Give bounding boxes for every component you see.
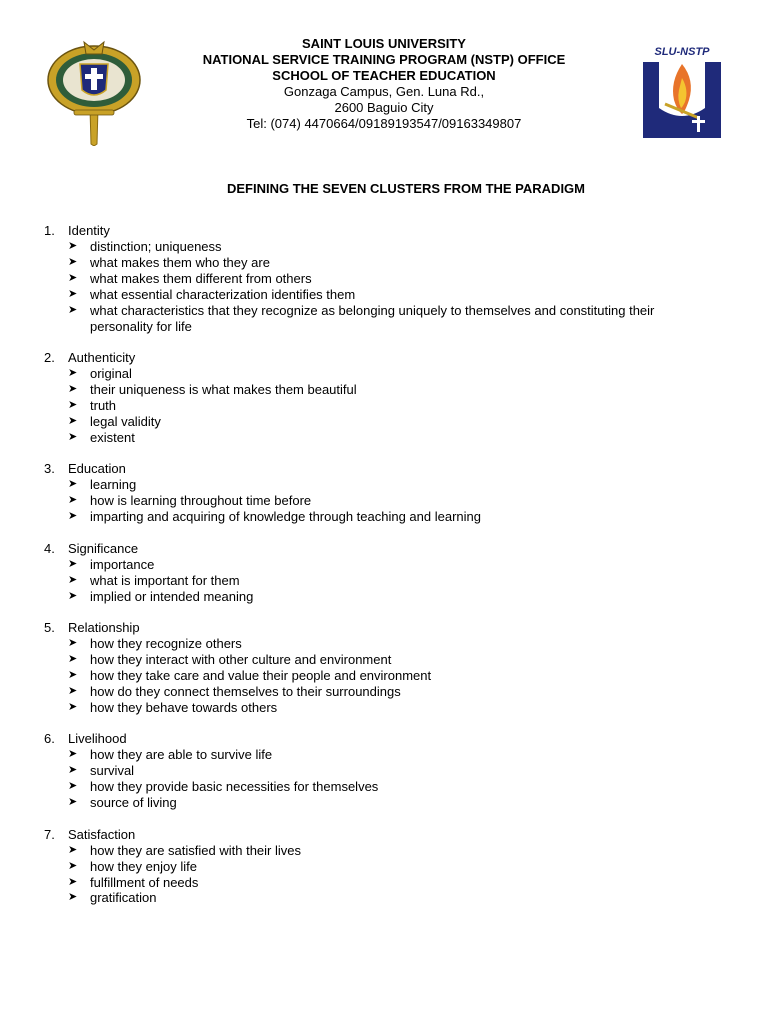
arrow-bullet-icon: ➤ (68, 748, 78, 761)
arrow-bullet-icon: ➤ (68, 764, 78, 777)
cluster-significance (44, 541, 724, 605)
list-item: ➤ fulfillment of needs (44, 875, 724, 891)
list-item: ➤ their uniqueness is what makes them beautiful (44, 382, 724, 398)
list-item: ➤ source of living (44, 795, 724, 811)
list-item: ➤ what is important for them (44, 573, 724, 589)
list-item: ➤ how they are able to survive life (44, 747, 724, 763)
arrow-bullet-icon: ➤ (68, 668, 78, 681)
list-item: ➤ truth (44, 398, 724, 414)
list-item: ➤ how they take care and value their people and environment (44, 668, 724, 684)
list-item: ➤ how they behave towards others (44, 700, 724, 716)
arrow-bullet-icon: ➤ (68, 891, 78, 904)
cluster-authenticity (44, 350, 724, 446)
telephone-numbers: Tel: (074) 4470664/09189193547/09163349807 (246, 116, 522, 131)
arrow-bullet-icon: ➤ (68, 414, 78, 427)
arrow-bullet-icon: ➤ (68, 510, 78, 523)
arrow-bullet-icon: ➤ (68, 796, 78, 809)
list-item: ➤ original (44, 366, 724, 382)
arrow-bullet-icon: ➤ (68, 255, 78, 268)
arrow-bullet-icon: ➤ (68, 653, 78, 666)
cluster-name: Livelihood (68, 731, 127, 747)
arrow-bullet-icon: ➤ (68, 780, 78, 793)
arrow-bullet-icon: ➤ (68, 367, 78, 380)
document-title: DEFINING THE SEVEN CLUSTERS FROM THE PARADIGM (227, 181, 585, 196)
arrow-bullet-icon: ➤ (68, 303, 78, 316)
list-item: ➤ distinction; uniqueness (44, 239, 724, 255)
cluster-number: 1. (44, 223, 55, 238)
arrow-bullet-icon: ➤ (68, 430, 78, 443)
arrow-bullet-icon: ➤ (68, 287, 78, 300)
cluster-number: 6. (44, 731, 55, 747)
clusters-list (44, 223, 724, 922)
arrow-bullet-icon: ➤ (68, 875, 78, 888)
cluster-satisfaction (44, 827, 724, 907)
list-item: ➤ implied or intended meaning (44, 589, 724, 605)
arrow-bullet-icon: ➤ (68, 843, 78, 856)
list-item: ➤ how is learning throughout time before (44, 493, 724, 509)
cluster-livelihood (44, 731, 724, 811)
program-name: NATIONAL SERVICE TRAINING PROGRAM (NSTP) OFFICE (202, 52, 566, 67)
arrow-bullet-icon: ➤ (68, 398, 78, 411)
arrow-bullet-icon: ➤ (68, 589, 78, 602)
cluster-education (44, 461, 724, 525)
list-item: ➤ how they are satisfied with their lives (44, 843, 724, 859)
cluster-name: Authenticity (68, 350, 136, 366)
cluster-number: 3. (44, 461, 55, 477)
arrow-bullet-icon: ➤ (68, 637, 78, 650)
list-item: ➤ importance (44, 557, 724, 573)
cluster-identity (44, 223, 724, 334)
list-item: ➤ survival (44, 763, 724, 779)
list-item: ➤ how they recognize others (44, 636, 724, 652)
list-item: ➤ learning (44, 477, 724, 493)
city-address: 2600 Baguio City (334, 100, 434, 115)
school-name: SCHOOL OF TEACHER EDUCATION (272, 68, 496, 83)
cluster-name: Identity (68, 223, 110, 238)
list-item: ➤ imparting and acquiring of knowledge through teaching and learning (44, 509, 724, 525)
cluster-number: 5. (44, 620, 55, 636)
arrow-bullet-icon: ➤ (68, 383, 78, 396)
arrow-bullet-icon: ➤ (68, 271, 78, 284)
cluster-relationship (44, 620, 724, 716)
cluster-name: Education (68, 461, 126, 477)
list-item: ➤ legal validity (44, 414, 724, 430)
cluster-number: 2. (44, 350, 55, 366)
list-item: ➤ how do they connect themselves to their surroundings (44, 684, 724, 700)
arrow-bullet-icon: ➤ (68, 700, 78, 713)
cluster-name: Significance (68, 540, 139, 556)
slu-nstp-logo-text: SLU-NSTP (654, 46, 710, 58)
list-item: ➤ how they interact with other culture and environment (44, 652, 724, 668)
list-item: ➤ what characteristics that they recognize as belonging uniquely to themselves and constituting their personality for life (44, 303, 724, 335)
list-item: ➤ what makes them different from others (44, 271, 724, 287)
arrow-bullet-icon: ➤ (68, 859, 78, 872)
list-item: ➤ gratification (44, 890, 724, 906)
arrow-bullet-icon: ➤ (68, 494, 78, 507)
university-name: SAINT LOUIS UNIVERSITY (302, 36, 466, 51)
list-item: ➤ how they provide basic necessities for themselves (44, 779, 724, 795)
cluster-name: Satisfaction (68, 826, 136, 842)
letterhead (0, 36, 768, 132)
list-item: ➤ how they enjoy life (44, 859, 724, 875)
list-item: ➤ existent (44, 430, 724, 446)
cluster-number: 7. (44, 826, 55, 842)
arrow-bullet-icon: ➤ (68, 557, 78, 570)
cluster-number: 4. (44, 540, 55, 556)
arrow-bullet-icon: ➤ (68, 684, 78, 697)
cluster-name: Relationship (68, 620, 140, 636)
arrow-bullet-icon: ➤ (68, 478, 78, 491)
list-item: ➤ what makes them who they are (44, 255, 724, 271)
campus-address: Gonzaga Campus, Gen. Luna Rd., (283, 84, 485, 99)
arrow-bullet-icon: ➤ (68, 573, 78, 586)
arrow-bullet-icon: ➤ (68, 240, 78, 252)
list-item: ➤ what essential characterization identifies them (44, 287, 724, 303)
